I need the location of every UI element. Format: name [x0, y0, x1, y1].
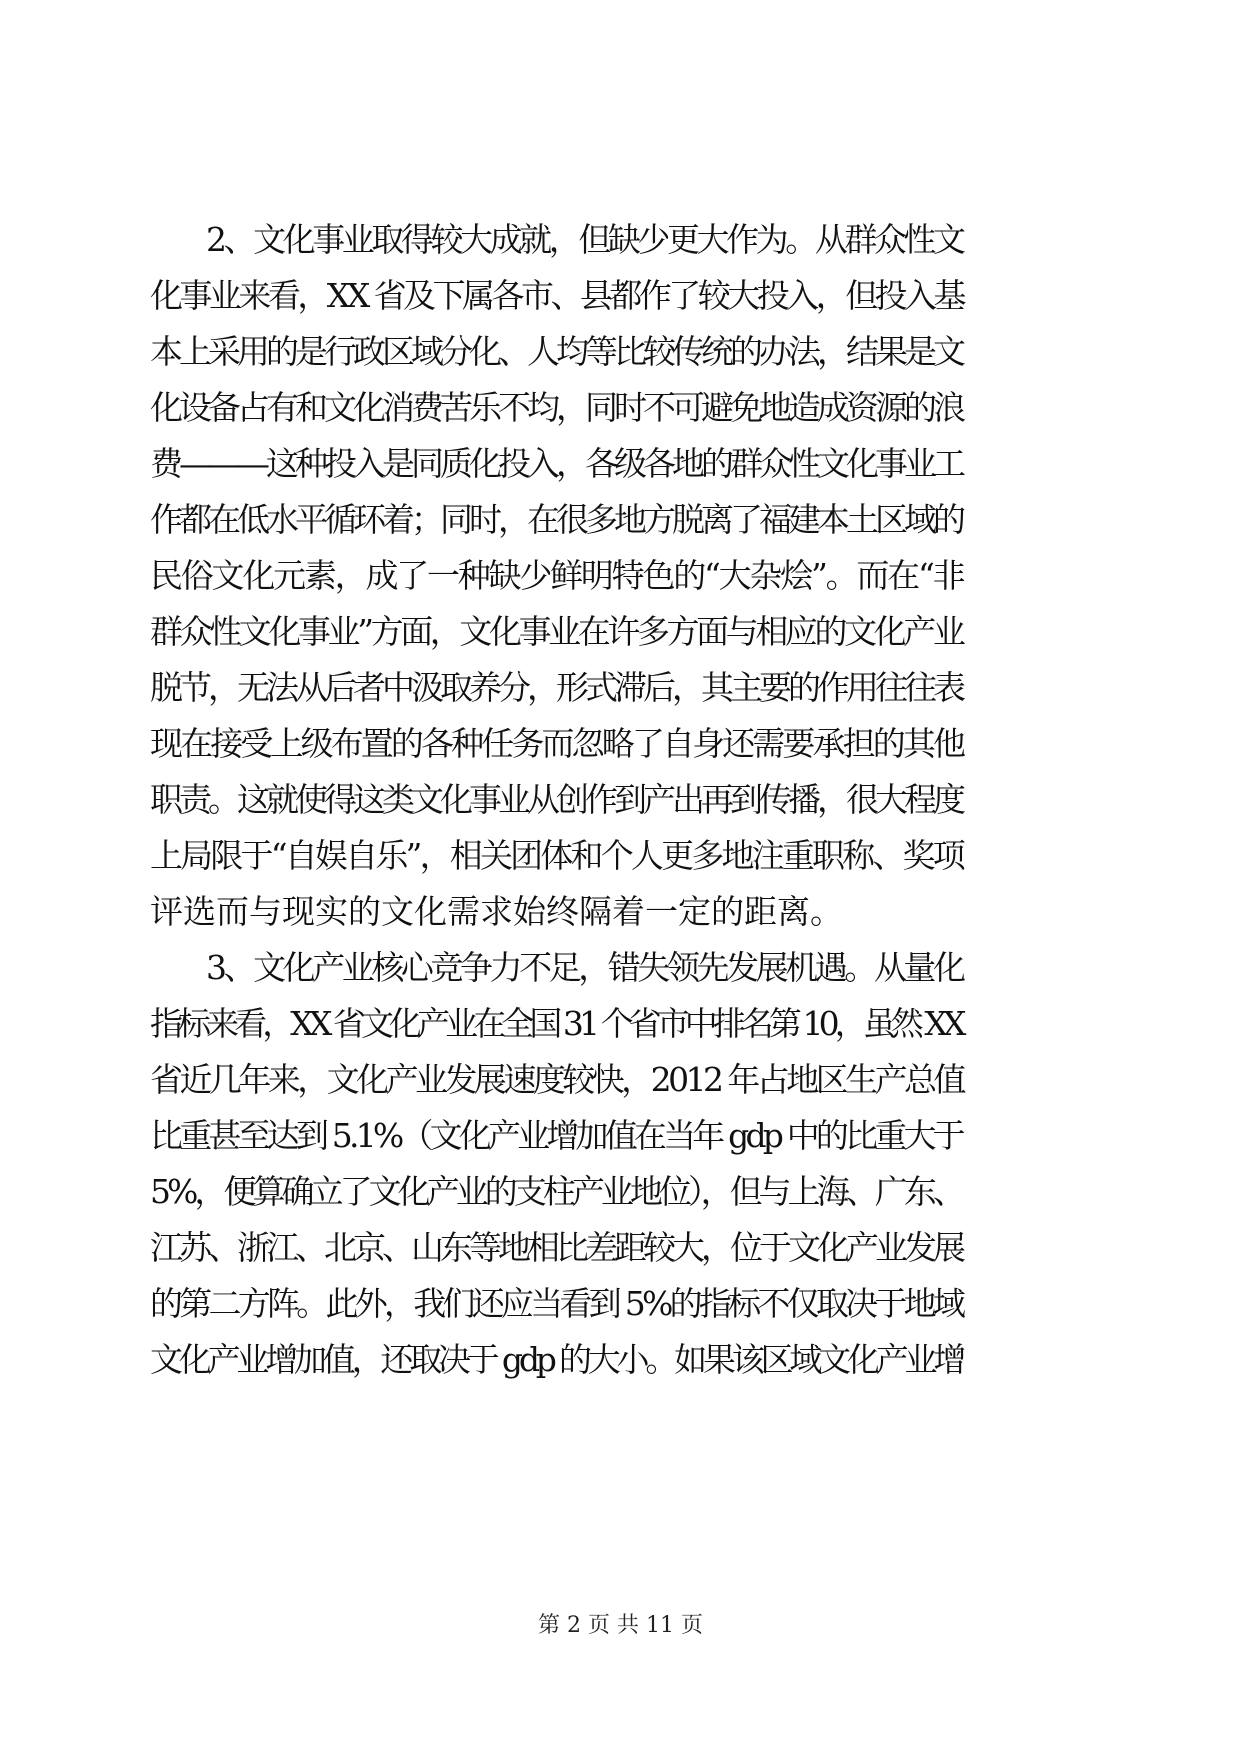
body-line: 群众性文化事业”方面，文化事业在许多方面与相应的文化产业 [150, 612, 963, 651]
body-line: 费———这种投入是同质化投入，各级各地的群众性文化事业工 [150, 444, 962, 483]
body-line: 的第二方阵。此外，我们还应当看到 5%的指标不仅取决于地域 [150, 1284, 963, 1323]
body-line: 指标来看，XX 省文化产业在全国 31 个省市中排名第 10，虽然 XX [150, 1004, 962, 1043]
page-number-footer: 第 2 页 共 11 页 [538, 1613, 703, 1638]
body-line: 脱节，无法从后者中汲取养分，形式滞后，其主要的作用往往表 [150, 668, 962, 707]
body-line: 评选而与现实的文化需求始终隔着一定的距离。 [150, 892, 843, 931]
body-line: 现在接受上级布置的各种任务而忽略了自身还需要承担的其他 [150, 724, 964, 763]
body-line: 2、文化事业取得较大成就，但缺少更大作为。从群众性文 [206, 220, 963, 259]
body-line: 文化产业增加值，还取决于 gdp 的大小。如果该区域文化产业增 [150, 1340, 963, 1379]
body-line: 省近几年来，文化产业发展速度较快，2012 年占地区生产总值 [150, 1060, 963, 1099]
body-line: 上局限于“自娱自乐”，相关团体和个人更多地注重职称、奖项 [150, 836, 963, 875]
body-line: 本上采用的是行政区域分化、人均等比较传统的办法，结果是文 [150, 332, 962, 371]
body-line: 5%，便算确立了文化产业的支柱产业地位），但与上海、广东、 [150, 1172, 962, 1211]
body-line: 民俗文化元素，成了一种缺少鲜明特色的“大杂烩”。而在“非 [150, 556, 964, 595]
body-line: 作都在低水平循环着；同时，在很多地方脱离了福建本土区域的 [150, 500, 962, 539]
body-line: 化事业来看，XX 省及下属各市、县都作了较大投入，但投入基 [150, 276, 963, 315]
body-line: 职责。这就使得这类文化事业从创作到产出再到传播，很大程度 [150, 780, 962, 819]
body-line: 3、文化产业核心竞争力不足，错失领先发展机遇。从量化 [206, 948, 963, 987]
body-line: 化设备占有和文化消费苦乐不均，同时不可避免地造成资源的浪 [150, 388, 962, 427]
body-line: 江苏、浙江、北京、山东等地相比差距较大，位于文化产业发展 [150, 1228, 962, 1267]
body-line: 比重甚至达到 5.1%（文化产业增加值在当年 gdp 中的比重大于 [150, 1116, 962, 1155]
